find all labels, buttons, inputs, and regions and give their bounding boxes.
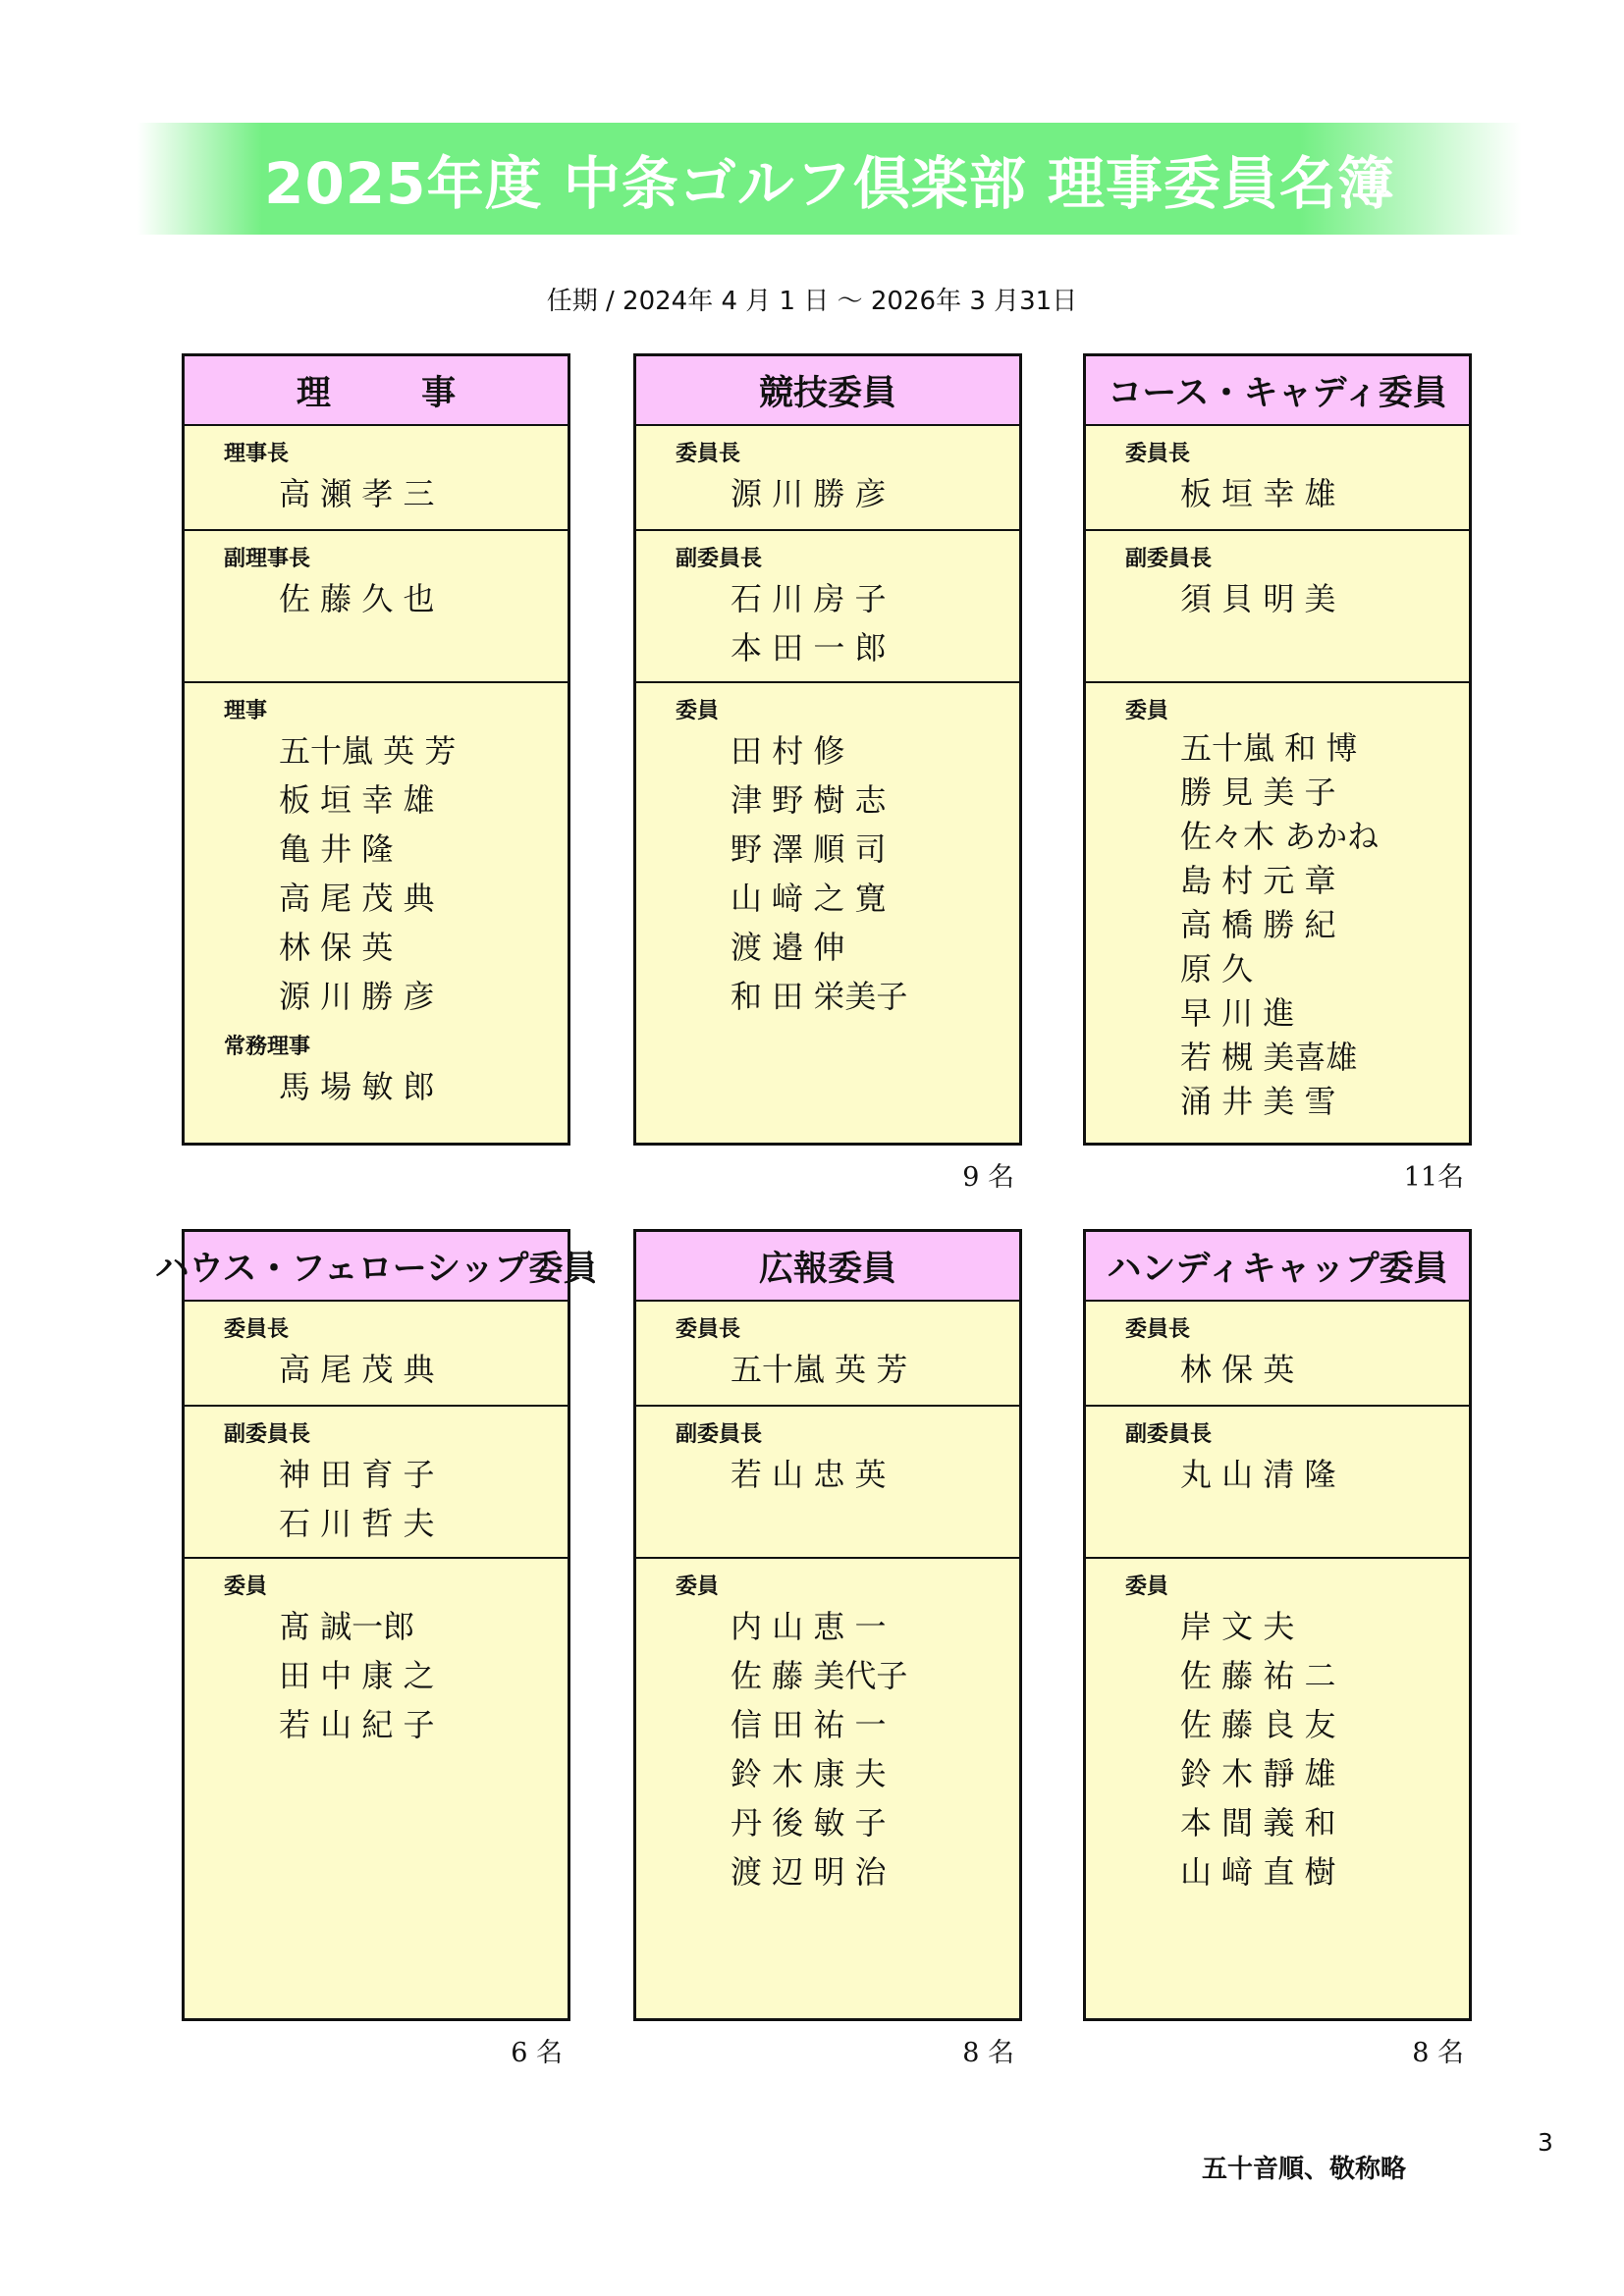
member-name: 丹 後 敏 子 [731, 1804, 887, 1842]
member-name: 野 澤 順 司 [731, 830, 887, 868]
member-name: 佐 藤 良 友 [1180, 1706, 1336, 1743]
role-section [1086, 426, 1469, 531]
member-count: 8 名 [1412, 2038, 1464, 2068]
member-name: 若 山 紀 子 [279, 1706, 435, 1743]
member-name: 五十嵐 和 博 [1180, 729, 1358, 767]
member-name: 佐 藤 美代子 [731, 1657, 908, 1694]
member-name: 信 田 祐 一 [731, 1706, 887, 1743]
role-label: 理事長 [224, 442, 290, 466]
role-label: 副委員長 [676, 547, 763, 571]
role-section [636, 683, 1019, 1021]
committee-title: 広報委員 [636, 1232, 1019, 1302]
role-label: 委員 [224, 1575, 268, 1599]
committee-title: コース・キャディ委員 [1086, 356, 1469, 426]
role-section [185, 683, 568, 1111]
role-section [1086, 1559, 1469, 1896]
role-section [185, 1302, 568, 1407]
member-name: 佐 藤 久 也 [279, 580, 435, 617]
member-name: 津 野 樹 志 [731, 781, 887, 819]
member-name: 林 保 英 [279, 929, 394, 966]
member-name: 早 川 進 [1180, 994, 1295, 1032]
page-title: 2025年度 中条ゴルフ倶楽部 理事委員名簿 [264, 150, 1395, 217]
role-section [636, 426, 1019, 531]
member-name: 板 垣 幸 雄 [1180, 475, 1336, 512]
committee-box [633, 353, 1022, 1146]
committee-title: 理 事 [185, 356, 568, 426]
committee-title: ハウス・フェローシップ委員 [185, 1232, 568, 1302]
role-section [1086, 1407, 1469, 1559]
member-count: 6 名 [511, 2038, 563, 2068]
role-section [1086, 531, 1469, 683]
member-name: 原 久 [1180, 950, 1254, 988]
role-label: 常務理事 [224, 1035, 311, 1059]
member-name: 源 川 勝 彦 [279, 978, 435, 1015]
role-label: 委員長 [676, 442, 741, 466]
member-name: 高 尾 茂 典 [279, 1351, 435, 1388]
role-section [636, 531, 1019, 683]
member-name: 亀 井 隆 [279, 830, 394, 868]
role-section [1086, 683, 1469, 1124]
member-name: 馬 場 敏 郎 [279, 1068, 435, 1105]
member-name: 島 村 元 章 [1180, 862, 1336, 899]
member-name: 本 田 一 郎 [731, 629, 887, 667]
member-name: 高 瀬 孝 三 [279, 475, 435, 512]
footnote: 五十音順、敬称略 [1202, 2155, 1407, 2184]
member-name: 涌 井 美 雪 [1180, 1083, 1336, 1120]
role-label: 委員 [676, 1575, 720, 1599]
member-name: 渡 辺 明 治 [731, 1853, 887, 1891]
committee-box [154, 1229, 598, 2021]
committee-box [633, 1229, 1022, 2021]
member-name: 源 川 勝 彦 [731, 475, 887, 512]
member-name: 林 保 英 [1180, 1351, 1295, 1388]
member-name: 和 田 栄美子 [731, 978, 908, 1015]
role-label: 副理事長 [224, 547, 311, 571]
member-name: 髙 誠一郎 [279, 1608, 415, 1645]
member-name: 田 村 修 [731, 732, 845, 770]
member-name: 神 田 育 子 [279, 1456, 435, 1493]
role-label: 委員 [676, 699, 720, 723]
role-label: 副委員長 [1125, 1422, 1213, 1447]
role-label: 委員 [1125, 699, 1169, 723]
member-name: 鈴 木 康 夫 [731, 1755, 887, 1792]
role-section [185, 531, 568, 683]
page-number: 3 [1538, 2128, 1553, 2157]
member-count: 9 名 [962, 1162, 1014, 1193]
title-band [137, 123, 1522, 235]
role-section [636, 1302, 1019, 1407]
member-name: 石 川 哲 夫 [279, 1505, 435, 1542]
member-name: 石 川 房 子 [731, 580, 887, 617]
role-section [185, 1559, 568, 1749]
member-name: 佐々木 あかね [1180, 818, 1380, 855]
committee-box [182, 353, 570, 1146]
role-label: 理事 [224, 699, 268, 723]
member-name: 田 中 康 之 [279, 1657, 435, 1694]
member-name: 五十嵐 英 芳 [731, 1351, 908, 1388]
role-label: 副委員長 [224, 1422, 311, 1447]
committee-title: 競技委員 [636, 356, 1019, 426]
role-section [636, 1407, 1019, 1559]
role-label: 委員長 [676, 1317, 741, 1342]
member-name: 勝 見 美 子 [1180, 774, 1336, 811]
role-label: 委員長 [224, 1317, 290, 1342]
committee-title: ハンディキャップ委員 [1086, 1232, 1469, 1302]
member-name: 山 﨑 直 樹 [1180, 1853, 1336, 1891]
member-name: 佐 藤 祐 二 [1180, 1657, 1336, 1694]
committee-box [1083, 1229, 1472, 2021]
member-name: 高 尾 茂 典 [279, 880, 435, 917]
member-name: 五十嵐 英 芳 [279, 732, 457, 770]
role-label: 委員長 [1125, 1317, 1191, 1342]
role-label: 委員長 [1125, 442, 1191, 466]
member-name: 若 山 忠 英 [731, 1456, 887, 1493]
role-label: 委員 [1125, 1575, 1169, 1599]
member-name: 鈴 木 靜 雄 [1180, 1755, 1336, 1792]
role-section [636, 1559, 1019, 1896]
role-section [185, 1407, 568, 1559]
role-section [185, 426, 568, 531]
member-name: 板 垣 幸 雄 [279, 781, 435, 819]
member-name: 須 貝 明 美 [1180, 580, 1336, 617]
member-name: 渡 邉 伸 [731, 929, 845, 966]
member-name: 岸 文 夫 [1180, 1608, 1295, 1645]
member-count: 11名 [1403, 1162, 1464, 1193]
term-of-office: 任期 / 2024年 4 月 1 日 〜 2026年 3 月31日 [546, 287, 1078, 316]
member-name: 丸 山 清 隆 [1180, 1456, 1336, 1493]
role-label: 副委員長 [1125, 547, 1213, 571]
member-count: 8 名 [962, 2038, 1014, 2068]
member-name: 高 橋 勝 紀 [1180, 906, 1336, 943]
member-name: 内 山 恵 一 [731, 1608, 887, 1645]
member-name: 山 﨑 之 寛 [731, 880, 887, 917]
member-name: 若 槻 美喜雄 [1180, 1039, 1358, 1076]
role-section [1086, 1302, 1469, 1407]
member-name: 本 間 義 和 [1180, 1804, 1336, 1842]
committee-box [1083, 353, 1472, 1146]
role-label: 副委員長 [676, 1422, 763, 1447]
